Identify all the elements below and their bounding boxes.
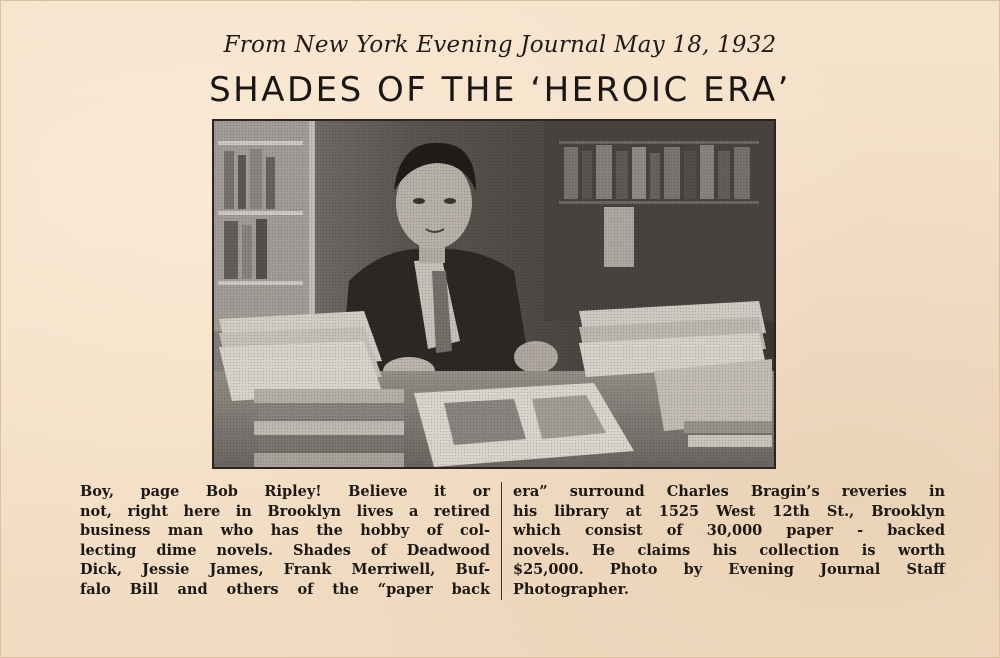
source-line: From New York Evening Journal May 18, 1932 (223, 32, 777, 58)
caption-line: era” surround Charles Bragin’s reveries in (513, 483, 945, 500)
caption-line: lecting dime novels. Shades of Deadwood (80, 541, 490, 559)
caption-line: business man who has the hobby of col- (80, 522, 490, 539)
news-photograph (212, 119, 776, 469)
caption-line: Dick, Jessie James, Frank Merriwell, Buf- (80, 561, 490, 578)
caption-right-column (513, 482, 945, 599)
caption-left-column (80, 482, 490, 599)
caption-line: which consist of 30,000 paper - backed (513, 522, 945, 539)
headline: SHADES OF THE ‘HEROIC ERA’ (209, 70, 791, 110)
caption-line: not, right here in Brooklyn lives a retired (80, 502, 490, 520)
column-divider (501, 482, 502, 600)
caption-line: Boy, page Bob Ripley! Believe it or (80, 483, 490, 500)
caption-line: $25,000. Photo by Evening Journal Staff (513, 561, 945, 578)
caption-line: his library at 1525 West 12th St., Brooklyn (513, 502, 945, 520)
caption-line: falo Bill and others of the “paper back (80, 580, 490, 598)
caption-line: Photographer. (513, 580, 629, 598)
caption-line: novels. He claims his collection is worth (513, 541, 945, 559)
photo-illustration (214, 121, 774, 467)
